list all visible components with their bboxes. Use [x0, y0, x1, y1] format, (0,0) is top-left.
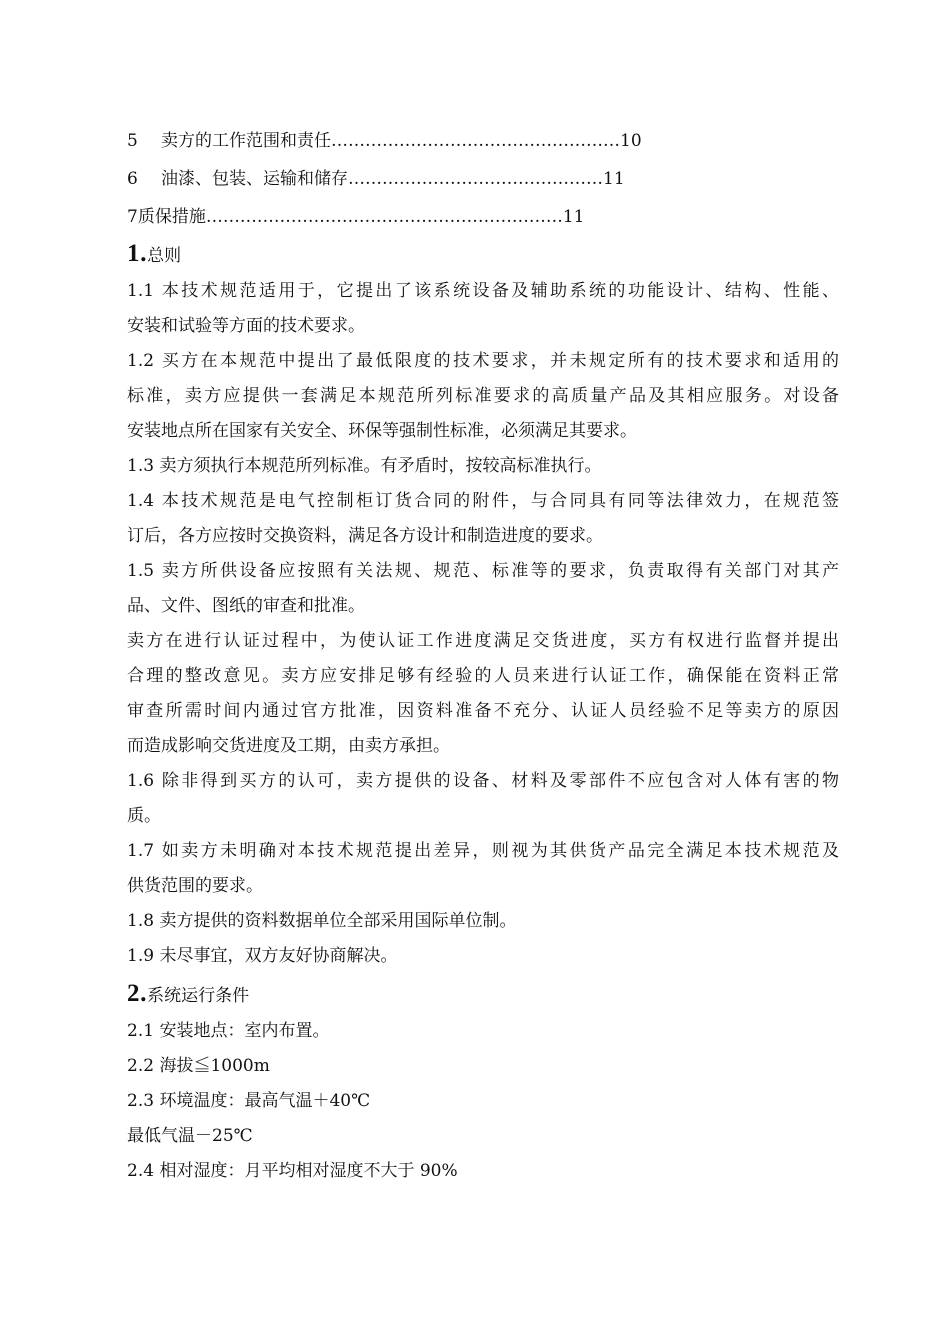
section-number-dot: .	[139, 981, 148, 1007]
paragraph-line: 2.3 环境温度：最高气温＋40℃	[127, 1091, 371, 1111]
paragraph-line: 质。	[127, 806, 161, 826]
paragraph-line: 品、文件、图纸的审查和批准。	[127, 596, 365, 616]
paragraph	[127, 764, 839, 834]
table-of-contents	[127, 122, 727, 236]
paragraph-line: 1.3 卖方须执行本规范所列标准。有矛盾时，按较高标准执行。	[127, 456, 602, 476]
paragraph	[127, 939, 839, 974]
paragraph	[127, 904, 839, 939]
toc-entry-title: 油漆、包装、运输和储存	[161, 169, 348, 189]
toc-entry-page: 11	[562, 207, 585, 227]
paragraph-line: 供货范围的要求。	[127, 876, 263, 896]
section-heading-general	[127, 234, 839, 274]
paragraph	[127, 554, 839, 624]
paragraph-line: 审查所需时间内通过官方批准，因资料准备不充分、认证人员经验不足等卖方的原因	[127, 701, 839, 721]
paragraph	[127, 1084, 839, 1119]
paragraph	[127, 834, 839, 904]
paragraph-line: 1.4 本技术规范是电气控制柜订货合同的附件，与合同具有同等法律效力，在规范签	[127, 491, 839, 511]
paragraph	[127, 1119, 839, 1154]
paragraph	[127, 1154, 839, 1189]
paragraph-line: 1.5 卖方所供设备应按照有关法规、规范、标准等的要求，负责取得有关部门对其产	[127, 561, 839, 581]
section-operating-conditions-paragraphs	[127, 1014, 839, 1189]
section-heading-operating-conditions	[127, 974, 839, 1014]
paragraph-line: 安装和试验等方面的技术要求。	[127, 316, 365, 336]
toc-entry-number: 5	[127, 131, 138, 151]
paragraph-line: 最低气温－25℃	[127, 1126, 253, 1146]
section-title: 系统运行条件	[147, 986, 250, 1006]
section-general-paragraphs	[127, 274, 839, 974]
toc-entry-leader: ………………………………………………………	[205, 207, 563, 227]
section-number-dot: .	[139, 241, 148, 267]
paragraph	[127, 274, 839, 344]
toc-entry-page: 11	[603, 169, 625, 189]
paragraph	[127, 1049, 839, 1084]
paragraph-line: 1.8 卖方提供的资料数据单位全部采用国际单位制。	[127, 911, 517, 931]
toc-entry-number: 6	[127, 169, 138, 189]
toc-entry-number: 7	[127, 207, 138, 227]
paragraph-line: 2.4 相对湿度：月平均相对湿度不大于 90%	[127, 1161, 458, 1181]
paragraph	[127, 344, 839, 449]
section-title: 总则	[147, 246, 182, 266]
toc-entry[interactable]	[127, 122, 727, 160]
paragraph-line: 合理的整改意见。卖方应安排足够有经验的人员来进行认证工作，确保能在资料正常	[127, 666, 839, 686]
paragraph-line: 1.2 买方在本规范中提出了最低限度的技术要求，并未规定所有的技术要求和适用的	[127, 351, 839, 371]
paragraph	[127, 624, 839, 764]
paragraph-line: 安装地点所在国家有关安全、环保等强制性标准，必须满足其要求。	[127, 421, 637, 441]
paragraph-line: 2.2 海拔≦1000m	[127, 1056, 270, 1076]
toc-entry[interactable]	[127, 198, 727, 236]
paragraph-line: 1.6 除非得到买方的认可，卖方提供的设备、材料及零部件不应包含对人体有害的物	[127, 771, 839, 791]
paragraph-line: 1.9 未尽事宜，双方友好协商解决。	[127, 946, 398, 966]
toc-entry-title: 卖方的工作范围和责任	[161, 131, 331, 151]
toc-entry[interactable]	[127, 160, 727, 198]
paragraph-line: 标准，卖方应提供一套满足本规范所列标准要求的高质量产品及其相应服务。对设备	[127, 386, 839, 406]
toc-entry-leader: ………………………………………	[348, 169, 603, 189]
paragraph	[127, 449, 839, 484]
toc-entry-page: 10	[620, 131, 642, 151]
paragraph	[127, 1014, 839, 1049]
paragraph-line: 2.1 安装地点：室内布置。	[127, 1021, 330, 1041]
paragraph-line: 订后，各方应按时交换资料，满足各方设计和制造进度的要求。	[127, 526, 603, 546]
paragraph-line: 卖方在进行认证过程中，为使认证工作进度满足交货进度，买方有权进行监督并提出	[127, 631, 839, 651]
toc-entry-title: 质保措施	[137, 207, 206, 227]
paragraph	[127, 484, 839, 554]
paragraph-line: 1.1 本技术规范适用于，它提出了该系统设备及辅助系统的功能设计、结构、性能、	[127, 281, 839, 301]
section-number: 2	[127, 980, 140, 1007]
paragraph-line: 而造成影响交货进度及工期，由卖方承担。	[127, 736, 450, 756]
toc-entry-leader: ……………………………………………	[331, 131, 620, 151]
document-body	[127, 234, 839, 1189]
paragraph-line: 1.7 如卖方未明确对本技术规范提出差异，则视为其供货产品完全满足本技术规范及	[127, 841, 839, 861]
section-number: 1	[127, 240, 140, 267]
